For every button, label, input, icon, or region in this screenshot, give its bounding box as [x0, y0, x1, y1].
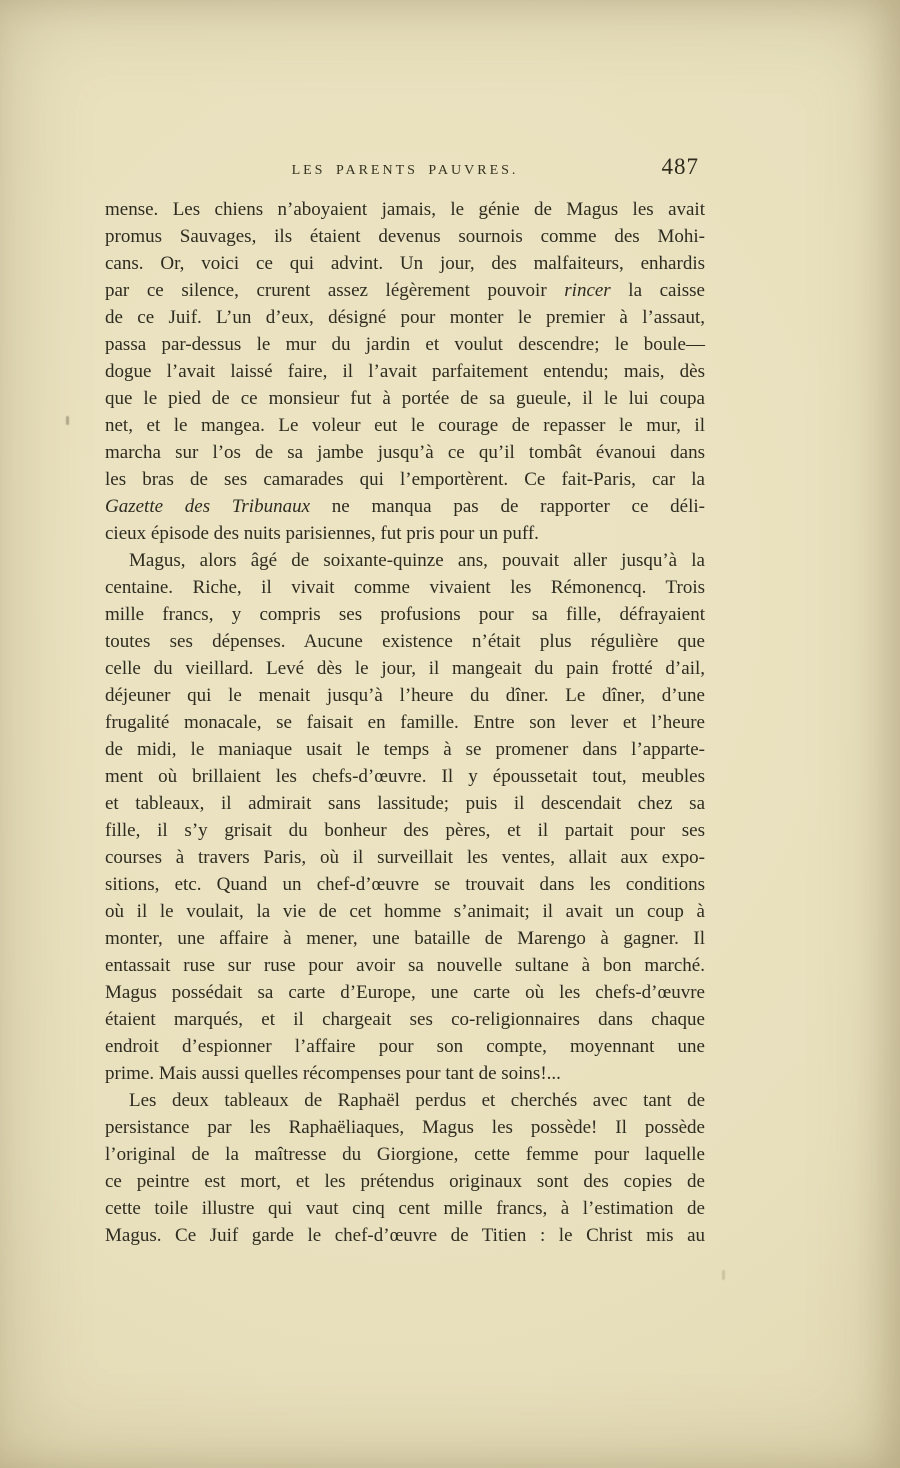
text-line: Magus, alors âgé de soixante-quinze ans, pouvait aller jusqu’à la	[129, 550, 705, 571]
page-number: 487	[661, 154, 699, 179]
text-line: centaine. Riche, il vivait comme vivaient les Rémonencq. Trois	[105, 577, 705, 598]
text-line: prime. Mais aussi quelles récompenses pour tant de soins!...	[105, 1063, 561, 1084]
text-line: que le pied de ce monsieur fut à portée de sa gueule, il le lui coupa	[105, 388, 705, 409]
text-line: entassait ruse sur ruse pour avoir sa nouvelle sultane à bon marché.	[105, 955, 705, 976]
scan-speck	[722, 1270, 725, 1280]
text-line: l’original de la maîtresse du Giorgione, cette femme pour laquelle	[105, 1144, 705, 1165]
scan-speck	[66, 416, 69, 425]
text-line: déjeuner qui le menait jusqu’à l’heure du dîner. Le dîner, d’une	[105, 685, 705, 706]
page-header	[105, 154, 705, 188]
text-line: les bras de ses camarades qui l’emportèrent. Ce fait-Paris, car la	[105, 469, 705, 490]
text-line: Magus possédait sa carte d’Europe, une carte où les chefs-d’œuvre	[105, 982, 705, 1003]
text-line: et tableaux, il admirait sans lassitude; puis il descendait chez sa	[105, 793, 705, 814]
text-line: mense. Les chiens n’aboyaient jamais, le génie de Magus les avait	[105, 199, 705, 220]
text-line: mille francs, y compris ses profusions pour sa fille, défrayaient	[105, 604, 705, 625]
text-line: par ce silence, crurent assez légèrement pouvoir rincer la caisse	[105, 280, 705, 301]
text-block	[105, 196, 705, 1249]
paragraph	[105, 1087, 705, 1249]
text-line: cieux épisode des nuits parisiennes, fut pris pour un puff.	[105, 523, 539, 544]
text-line: promus Sauvages, ils étaient devenus sournois comme des Mohi-	[105, 226, 705, 247]
text-line: ce peintre est mort, et les prétendus originaux sont des copies de	[105, 1171, 705, 1192]
text-line: endroit d’espionner l’affaire pour son compte, moyennant une	[105, 1036, 705, 1057]
text-line: cans. Or, voici ce qui advint. Un jour, des malfaiteurs, enhardis	[105, 253, 705, 274]
text-line: courses à travers Paris, où il surveillait les ventes, allait aux expo-	[105, 847, 705, 868]
text-line: fille, il s’y grisait du bonheur des pères, et il partait pour ses	[105, 820, 705, 841]
text-line: de midi, le maniaque usait le temps à se promener dans l’apparte-	[105, 739, 705, 760]
text-line: passa par-dessus le mur du jardin et voulut descendre; le boule—	[105, 334, 705, 355]
text-line: sitions, etc. Quand un chef-d’œuvre se trouvait dans les conditions	[105, 874, 705, 895]
text-line: où il le voulait, la vie de cet homme s’animait; il avait un coup à	[105, 901, 705, 922]
text-line: étaient marqués, et il chargeait ses co-religionnaires dans chaque	[105, 1009, 705, 1030]
running-title: LES PARENTS PAUVRES.	[291, 163, 519, 178]
text-line: dogue l’avait laissé faire, il l’avait parfaitement entendu; mais, dès	[105, 361, 705, 382]
text-line: marcha sur l’os de sa jambe jusqu’à ce qu’il tombât évanoui dans	[105, 442, 705, 463]
text-line: ment où brillaient les chefs-d’œuvre. Il y époussetait tout, meubles	[105, 766, 705, 787]
text-line: celle du vieillard. Levé dès le jour, il mangeait du pain frotté d’ail,	[105, 658, 705, 679]
text-line: Gazette des Tribunaux ne manqua pas de rapporter ce déli-	[105, 496, 705, 517]
text-line: Les deux tableaux de Raphaël perdus et cherchés avec tant de	[129, 1090, 705, 1111]
text-line: monter, une affaire à mener, une bataille de Marengo à gagner. Il	[105, 928, 705, 949]
text-line: persistance par les Raphaëliaques, Magus les possède! Il possède	[105, 1117, 705, 1138]
text-line: Magus. Ce Juif garde le chef-d’œuvre de Titien : le Christ mis au	[105, 1225, 705, 1246]
paragraph	[105, 196, 705, 547]
paragraph	[105, 547, 705, 1087]
text-line: net, et le mangea. Le voleur eut le courage de repasser le mur, il	[105, 415, 705, 436]
text-line: toutes ses dépenses. Aucune existence n’était plus régulière que	[105, 631, 705, 652]
text-line: de ce Juif. L’un d’eux, désigné pour monter le premier à l’assaut,	[105, 307, 705, 328]
text-line: frugalité monacale, se faisait en famille. Entre son lever et l’heure	[105, 712, 705, 733]
text-line: cette toile illustre qui vaut cinq cent mille francs, à l’estimation de	[105, 1198, 705, 1219]
